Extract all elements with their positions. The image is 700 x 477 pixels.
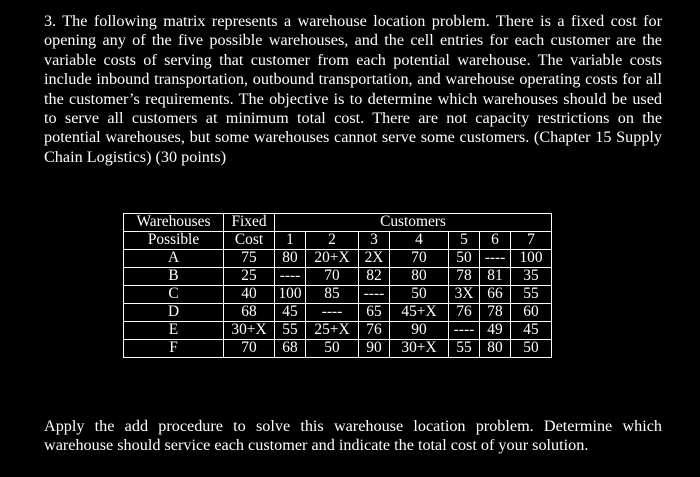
table-row: [124, 322, 552, 340]
variable-cost-cell: 100: [275, 286, 306, 304]
table-header-row: [124, 214, 552, 232]
variable-cost-cell: 100: [511, 250, 552, 268]
variable-cost-cell: 78: [449, 268, 480, 286]
variable-cost-cell: 45: [275, 304, 306, 322]
variable-cost-cell: 80: [390, 268, 449, 286]
variable-cost-cell: ----: [359, 286, 390, 304]
variable-cost-cell: 68: [275, 340, 306, 358]
instructions: Apply the add procedure to solve this warehouse location problem. Determine which warehouse should service each customer and indicate the total cost of your solution.: [44, 417, 662, 455]
fixed-cost-cell: 40: [224, 286, 275, 304]
variable-cost-cell: 49: [480, 322, 511, 340]
variable-cost-cell: 78: [480, 304, 511, 322]
customer-number: 2: [306, 232, 359, 250]
fixed-cost-cell: 68: [224, 304, 275, 322]
variable-cost-cell: 76: [359, 322, 390, 340]
variable-cost-cell: ----: [275, 268, 306, 286]
variable-cost-cell: 25+X: [306, 322, 359, 340]
variable-cost-cell: 3X: [449, 286, 480, 304]
variable-cost-cell: 55: [275, 322, 306, 340]
variable-cost-cell: ----: [306, 304, 359, 322]
variable-cost-cell: 55: [449, 340, 480, 358]
variable-cost-cell: 85: [306, 286, 359, 304]
variable-cost-cell: 50: [449, 250, 480, 268]
variable-cost-cell: 55: [511, 286, 552, 304]
table-row: [124, 286, 552, 304]
customer-number: 6: [480, 232, 511, 250]
variable-cost-cell: 80: [275, 250, 306, 268]
variable-cost-cell: 76: [449, 304, 480, 322]
warehouse-label: E: [124, 322, 224, 340]
table-row: [124, 340, 552, 358]
variable-cost-cell: 35: [511, 268, 552, 286]
variable-cost-cell: 80: [480, 340, 511, 358]
variable-cost-cell: 65: [359, 304, 390, 322]
customer-number: 7: [511, 232, 552, 250]
warehouse-cost-matrix: [123, 213, 552, 358]
warehouse-label: C: [124, 286, 224, 304]
variable-cost-cell: 66: [480, 286, 511, 304]
variable-cost-cell: ----: [449, 322, 480, 340]
table-row: [124, 268, 552, 286]
header-possible: Possible: [124, 232, 224, 250]
variable-cost-cell: 70: [390, 250, 449, 268]
variable-cost-cell: 90: [390, 322, 449, 340]
variable-cost-cell: ----: [480, 250, 511, 268]
customer-number: 5: [449, 232, 480, 250]
variable-cost-cell: 90: [359, 340, 390, 358]
variable-cost-cell: 30+X: [390, 340, 449, 358]
fixed-cost-cell: 25: [224, 268, 275, 286]
variable-cost-cell: 81: [480, 268, 511, 286]
fixed-cost-cell: 70: [224, 340, 275, 358]
table-subheader-row: [124, 232, 552, 250]
table-row: [124, 304, 552, 322]
problem-statement: 3. The following matrix represents a warehouse location problem. There is a fixed cost for opening any of the five possible warehouses, and the cell entries for each customer are the variable costs of serving that customer from each potential warehouse. The variable costs include inbound transportation, outbound transportation, and warehouse operating costs for all the customer’s requirements. The objective is to determine which warehouses should be used to serve all customers at minimum total cost. There are not capacity restrictions on the potential warehouses, but some warehouses cannot serve some customers. (Chapter 15 Supply Chain Logistics) (30 points): [44, 12, 662, 166]
table-row: [124, 250, 552, 268]
customer-number: 3: [359, 232, 390, 250]
warehouse-label: F: [124, 340, 224, 358]
fixed-cost-cell: 30+X: [224, 322, 275, 340]
header-cost: Cost: [224, 232, 275, 250]
header-fixed: Fixed: [224, 214, 275, 232]
customer-number: 1: [275, 232, 306, 250]
variable-cost-cell: 50: [511, 340, 552, 358]
header-customers: Customers: [275, 214, 552, 232]
warehouse-label: D: [124, 304, 224, 322]
variable-cost-cell: 45+X: [390, 304, 449, 322]
customer-number: 4: [390, 232, 449, 250]
fixed-cost-cell: 75: [224, 250, 275, 268]
variable-cost-cell: 50: [390, 286, 449, 304]
variable-cost-cell: 2X: [359, 250, 390, 268]
variable-cost-cell: 20+X: [306, 250, 359, 268]
variable-cost-cell: 70: [306, 268, 359, 286]
variable-cost-cell: 60: [511, 304, 552, 322]
warehouse-label: A: [124, 250, 224, 268]
variable-cost-cell: 45: [511, 322, 552, 340]
warehouse-label: B: [124, 268, 224, 286]
variable-cost-cell: 82: [359, 268, 390, 286]
header-warehouses: Warehouses: [124, 214, 224, 232]
variable-cost-cell: 50: [306, 340, 359, 358]
